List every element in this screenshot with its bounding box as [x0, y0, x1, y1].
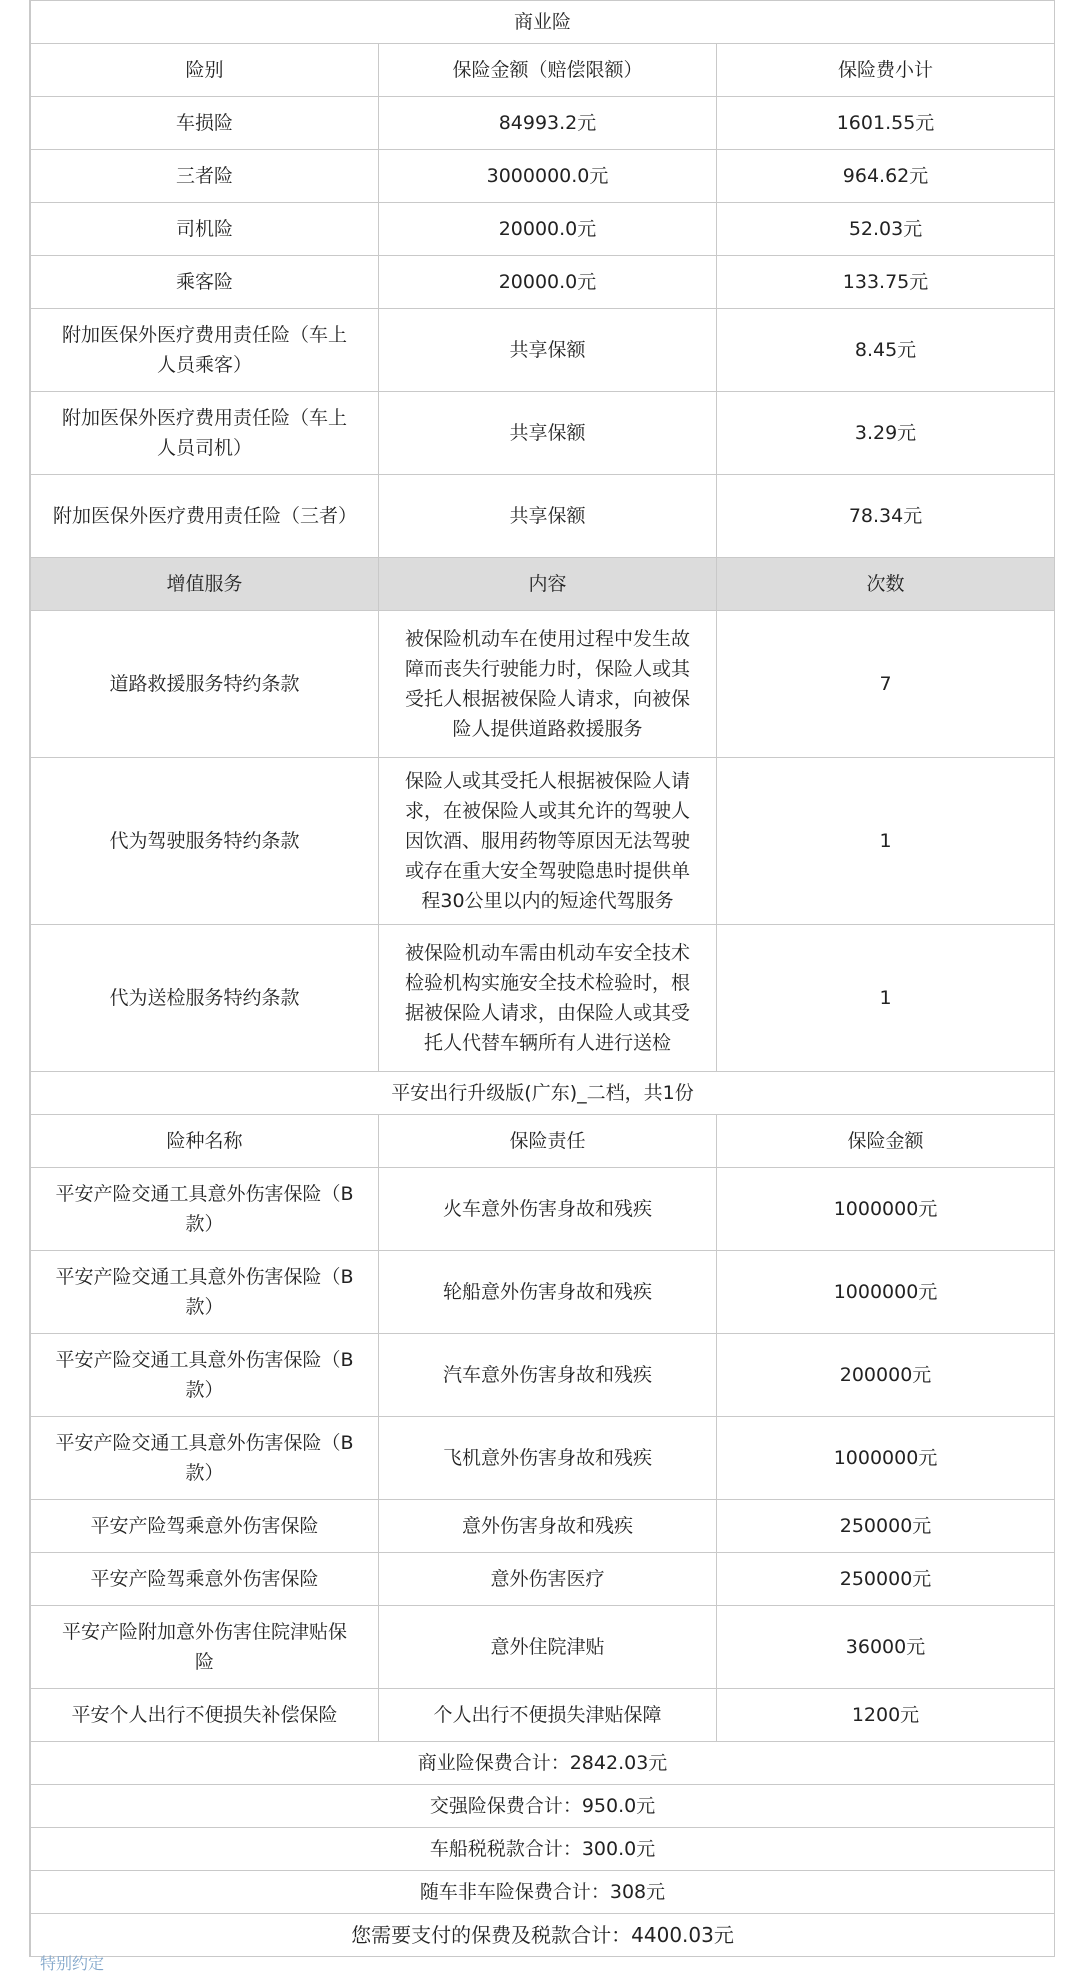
table-row [31, 1417, 1055, 1500]
coverage-amount: 20000.0元 [379, 203, 717, 256]
grand-total: 您需要支付的保费及税款合计：4400.03元 [31, 1914, 1055, 1957]
header-times: 次数 [717, 558, 1055, 611]
coverage-name: 乘客险 [31, 256, 379, 309]
header-insured-amount: 保险金额（赔偿限额） [379, 44, 717, 97]
header-coverage-type: 险别 [31, 44, 379, 97]
services-header-row [31, 558, 1055, 611]
product-duty: 意外住院津贴 [379, 1606, 717, 1689]
coverage-premium: 133.75元 [717, 256, 1055, 309]
service-content: 被保险机动车在使用过程中发生故障而丧失行驶能力时，保险人或其受托人根据被保险人请求，向被保险人提供道路救援服务 [379, 611, 717, 758]
product-name: 平安产险驾乘意外伤害保险 [31, 1500, 379, 1553]
product-name: 平安产险附加意外伤害住院津贴保险 [31, 1606, 379, 1689]
table-row [31, 475, 1055, 558]
product-name: 平安产险驾乘意外伤害保险 [31, 1553, 379, 1606]
product-duty: 意外伤害医疗 [379, 1553, 717, 1606]
product-name: 平安个人出行不便损失补偿保险 [31, 1689, 379, 1742]
product-amount: 36000元 [717, 1606, 1055, 1689]
travel-header-row [31, 1115, 1055, 1168]
travel-section-title-row [31, 1072, 1055, 1115]
service-content: 保险人或其受托人根据被保险人请求，在被保险人或其允许的驾驶人因饮酒、服用药物等原因无法驾驶或存在重大安全驾驶隐患时提供单程30公里以内的短途代驾服务 [379, 758, 717, 925]
coverage-name: 附加医保外医疗费用责任险（三者） [31, 475, 379, 558]
commercial-premium-total: 商业险保费合计：2842.03元 [31, 1742, 1055, 1785]
service-content: 被保险机动车需由机动车安全技术检验机构实施安全技术检验时，根据被保险人请求，由保险人或其受托人代替车辆所有人进行送检 [379, 925, 717, 1072]
service-times: 1 [717, 758, 1055, 925]
coverage-premium: 78.34元 [717, 475, 1055, 558]
header-sum-insured: 保险金额 [717, 1115, 1055, 1168]
compulsory-premium-total: 交强险保费合计：950.0元 [31, 1785, 1055, 1828]
total-row [31, 1828, 1055, 1871]
total-row [31, 1914, 1055, 1957]
coverage-name: 附加医保外医疗费用责任险（车上人员乘客） [31, 309, 379, 392]
product-duty: 轮船意外伤害身故和残疾 [379, 1251, 717, 1334]
coverage-amount: 共享保额 [379, 475, 717, 558]
travel-section-title: 平安出行升级版(广东)_二档，共1份 [31, 1072, 1055, 1115]
product-duty: 汽车意外伤害身故和残疾 [379, 1334, 717, 1417]
table-row [31, 256, 1055, 309]
commercial-section-title: 商业险 [31, 1, 1055, 44]
coverage-name: 司机险 [31, 203, 379, 256]
special-agreement-link[interactable]: 特别约定 [40, 1954, 105, 1973]
table-row [31, 392, 1055, 475]
commercial-section-title-row [31, 1, 1055, 44]
coverage-amount: 共享保额 [379, 392, 717, 475]
coverage-name: 车损险 [31, 97, 379, 150]
product-amount: 1000000元 [717, 1168, 1055, 1251]
vessel-tax-total: 车船税税款合计：300.0元 [31, 1828, 1055, 1871]
table-row [31, 1553, 1055, 1606]
coverage-premium: 1601.55元 [717, 97, 1055, 150]
header-service: 增值服务 [31, 558, 379, 611]
table-row [31, 203, 1055, 256]
commercial-header-row [31, 44, 1055, 97]
product-amount: 1200元 [717, 1689, 1055, 1742]
product-amount: 250000元 [717, 1500, 1055, 1553]
product-amount: 250000元 [717, 1553, 1055, 1606]
header-liability: 保险责任 [379, 1115, 717, 1168]
product-amount: 1000000元 [717, 1251, 1055, 1334]
policy-table [30, 0, 1055, 1957]
table-row [31, 97, 1055, 150]
product-name: 平安产险交通工具意外伤害保险（B款） [31, 1417, 379, 1500]
coverage-amount: 共享保额 [379, 309, 717, 392]
product-amount: 1000000元 [717, 1417, 1055, 1500]
table-row [31, 309, 1055, 392]
total-row [31, 1871, 1055, 1914]
table-row [31, 150, 1055, 203]
table-row [31, 1251, 1055, 1334]
non-auto-premium-total: 随车非车险保费合计：308元 [31, 1871, 1055, 1914]
service-times: 7 [717, 611, 1055, 758]
table-row [31, 1606, 1055, 1689]
product-duty: 意外伤害身故和残疾 [379, 1500, 717, 1553]
coverage-premium: 8.45元 [717, 309, 1055, 392]
product-duty: 火车意外伤害身故和残疾 [379, 1168, 717, 1251]
coverage-premium: 3.29元 [717, 392, 1055, 475]
table-row [31, 1500, 1055, 1553]
service-name: 代为驾驶服务特约条款 [31, 758, 379, 925]
coverage-name: 附加医保外医疗费用责任险（车上人员司机） [31, 392, 379, 475]
coverage-premium: 964.62元 [717, 150, 1055, 203]
product-duty: 个人出行不便损失津贴保障 [379, 1689, 717, 1742]
table-row [31, 1168, 1055, 1251]
product-amount: 200000元 [717, 1334, 1055, 1417]
table-row [31, 611, 1055, 758]
table-row [31, 758, 1055, 925]
coverage-amount: 3000000.0元 [379, 150, 717, 203]
product-name: 平安产险交通工具意外伤害保险（B款） [31, 1334, 379, 1417]
table-row [31, 925, 1055, 1072]
coverage-name: 三者险 [31, 150, 379, 203]
service-name: 代为送检服务特约条款 [31, 925, 379, 1072]
policy-table-frame [29, 0, 1055, 1957]
product-duty: 飞机意外伤害身故和残疾 [379, 1417, 717, 1500]
service-times: 1 [717, 925, 1055, 1072]
coverage-premium: 52.03元 [717, 203, 1055, 256]
product-name: 平安产险交通工具意外伤害保险（B款） [31, 1251, 379, 1334]
product-name: 平安产险交通工具意外伤害保险（B款） [31, 1168, 379, 1251]
total-row [31, 1742, 1055, 1785]
header-product-name: 险种名称 [31, 1115, 379, 1168]
header-premium-subtotal: 保险费小计 [717, 44, 1055, 97]
service-name: 道路救援服务特约条款 [31, 611, 379, 758]
coverage-amount: 20000.0元 [379, 256, 717, 309]
table-row [31, 1334, 1055, 1417]
total-row [31, 1785, 1055, 1828]
header-content: 内容 [379, 558, 717, 611]
coverage-amount: 84993.2元 [379, 97, 717, 150]
table-row [31, 1689, 1055, 1742]
